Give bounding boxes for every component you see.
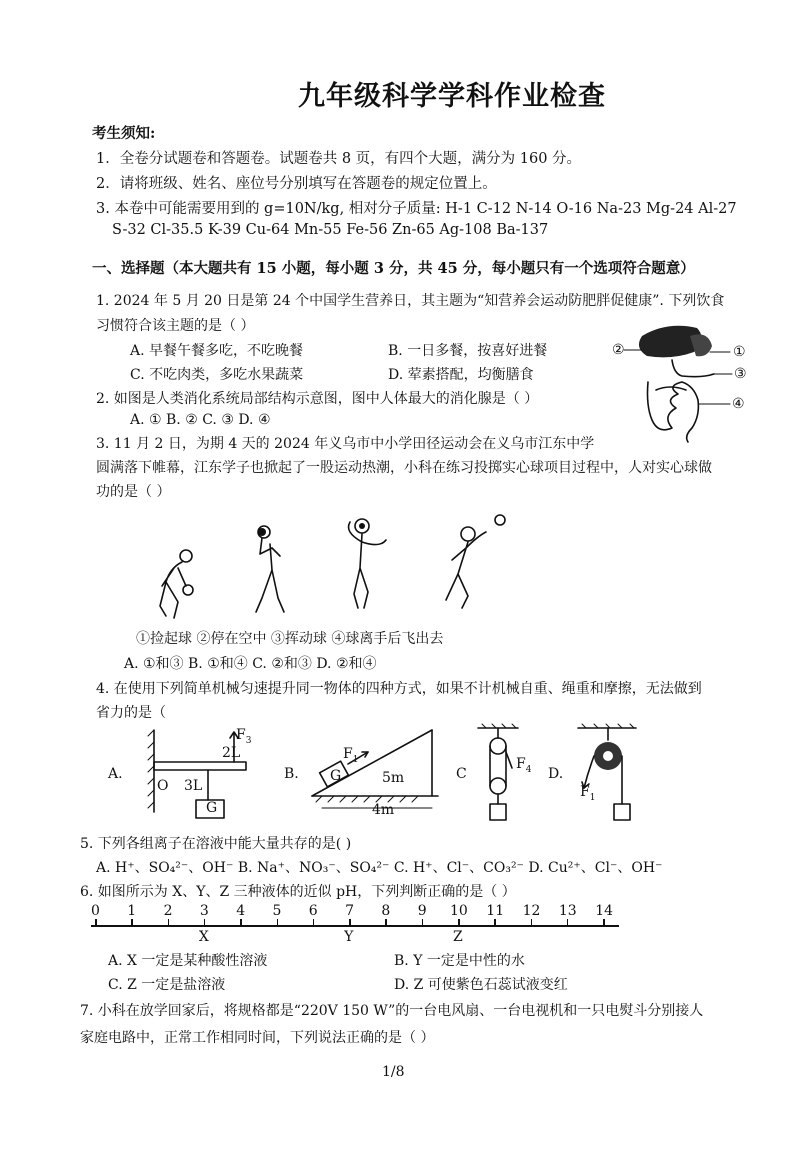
fig-label-4: ④ (732, 396, 745, 412)
ph-tick-label: 12 (522, 903, 541, 919)
ph-tick-mark (531, 919, 533, 925)
ph-tick-label: 2 (163, 903, 173, 919)
fig-label-2: ② (612, 342, 625, 358)
ph-tick-mark (131, 919, 133, 925)
fig-label-3: ③ (734, 366, 747, 382)
ph-tick-mark (603, 919, 605, 925)
fixed-pulley-force-label: $F_1$ (580, 784, 596, 803)
ph-tick-mark (567, 919, 569, 925)
incline-weight-label: G (330, 768, 342, 784)
q7-stem-line2: 家庭电路中，正常工作相同时间，下列说法正确的是（ ） (80, 1030, 435, 1046)
notice-heading: 考生须知: (92, 125, 156, 142)
ph-tick-mark (240, 919, 242, 925)
lever-force-label: $F_3$ (236, 727, 252, 746)
ph-tick-label: 8 (381, 903, 391, 919)
ph-marker-x: X (198, 929, 209, 945)
q4-label-a: A. (108, 766, 123, 782)
ph-tick-label: 4 (236, 903, 246, 919)
q5-options: A. H⁺、SO₄²⁻、OH⁻ B. Na⁺、NO₃⁻、SO₄²⁻ C. H⁺、Cl⁻、CO₃²⁻ D. Cu²⁺、Cl⁻、OH⁻ (96, 860, 663, 876)
ph-tick-mark (204, 919, 206, 925)
ph-tick-label: 5 (272, 903, 282, 919)
ph-tick-label: 3 (199, 903, 209, 919)
q3-captions: ①捡起球 ②停在空中 ③挥动球 ④球离手后飞出去 (136, 631, 444, 647)
fig-label-1: ① (733, 344, 746, 360)
ph-tick-mark (168, 919, 170, 925)
q2-stem: 2. 如图是人类消化系统局部结构示意图，图中人体最大的消化腺是（ ） (96, 391, 539, 407)
page-number: 1/8 (382, 1064, 405, 1080)
q6-stem: 6. 如图所示为 X、Y、Z 三种液体的近似 pH，下列判断正确的是（ ） (80, 884, 516, 900)
q3-stem-line2: 圆满落下帷幕，江东学子也掀起了一股运动热潮，小科在练习投掷实心球项目过程中，人对实心球做 (96, 460, 712, 476)
lever-3l-label: 3L (184, 778, 203, 794)
ph-tick-mark (385, 919, 387, 925)
ph-scale-line (91, 925, 619, 927)
q6-option-c: C. Z 一定是盐溶液 (108, 977, 226, 993)
ph-tick-label: 1 (127, 903, 137, 919)
q4-label-b: B. (284, 766, 299, 782)
ph-tick-label: 0 (91, 903, 100, 919)
q2-options: A. ① B. ② C. ③ D. ④ (130, 412, 271, 428)
ph-marker-z: Z (453, 929, 463, 945)
q4-stem-line2: 省力的是（ (96, 705, 166, 721)
q4-label-d: D. (548, 766, 564, 782)
q1-option-a: A. 早餐午餐多吃，不吃晚餐 (130, 343, 304, 359)
section-heading: 一、选择题（本大题共有 15 小题，每小题 3 分，共 45 分，每小题只有一个选项符合题意） (92, 260, 695, 277)
ph-tick-label: 6 (308, 903, 318, 919)
ph-tick-label: 14 (595, 903, 614, 919)
lever-weight-label: G (206, 800, 218, 816)
q1-stem-line1: 1. 2024 年 5 月 20 日是第 24 个中国学生营养日，其主题为“知营养会运动防肥胖促健康”. 下列饮食 (96, 293, 725, 309)
ph-marker-y: Y (344, 929, 354, 945)
ph-tick-label: 10 (450, 903, 468, 919)
incline-base-label: 4m (372, 802, 395, 818)
page-title: 九年级科学学科作业检查 (298, 81, 606, 112)
notice-item-4: S-32 Cl-35.5 K-39 Cu-64 Mn-55 Fe-56 Zn-65 Ag-108 Ba-137 (112, 222, 549, 238)
q1-option-b: B. 一日多餐，按喜好进餐 (388, 343, 548, 359)
notice-item-1: 1．全卷分试题卷和答题卷。试题卷共 8 页，有四个大题，满分为 160 分。 (96, 151, 582, 167)
ph-tick-mark (458, 919, 460, 925)
q1-stem-line2: 习惯符合该主题的是（ ） (96, 318, 255, 334)
notice-item-2: 2．请将班级、姓名、座位号分别填写在答题卷的规定位置上。 (96, 176, 497, 192)
q6-option-a: A. X 一定是某种酸性溶液 (108, 953, 268, 969)
ph-tick-mark (349, 919, 351, 925)
q4-label-c: C (456, 766, 467, 782)
q6-option-b: B. Y 一定是中性的水 (394, 953, 525, 969)
lever-pivot-label: O (157, 778, 169, 794)
ph-tick-mark (422, 919, 424, 925)
q3-stem-line3: 功的是（ ） (96, 484, 171, 500)
pulley-block-force-label: $F_4$ (516, 756, 532, 775)
lever-2l-label: 2L (222, 745, 241, 761)
q4-stem-line1: 4. 在使用下列简单机械匀速提升同一物体的四种方式，如果不计机械自重、绳重和摩擦，无法做到 (96, 681, 702, 697)
ph-tick-label: 7 (345, 903, 355, 919)
q5-stem: 5. 下列各组离子在溶液中能大量共存的是( ) (80, 836, 352, 852)
ph-tick-mark (277, 919, 279, 925)
notice-item-3: 3. 本卷中可能需要用到的 g=10N/kg, 相对分子质量: H-1 C-12 N-14 O-16 Na-23 Mg-24 Al-27 (96, 201, 737, 217)
q1-option-c: C. 不吃肉类，多吃水果蔬菜 (130, 367, 304, 383)
q7-stem-line1: 7. 小科在放学回家后，将规格都是“220V 150 W”的一台电风扇、一台电视机和一只电熨斗分别接人 (80, 1003, 704, 1019)
q3-options: A. ①和③ B. ①和④ C. ②和③ D. ②和④ (124, 656, 377, 672)
q1-option-d: D. 荤素搭配，均衡膳食 (388, 367, 534, 383)
q3-stem-line1: 3. 11 月 2 日，为期 4 天的 2024 年义乌市中小学田径运动会在义乌市江东中学 (96, 436, 595, 452)
ph-tick-mark (494, 919, 496, 925)
incline-force-label: $F_1$ (343, 746, 359, 765)
ph-tick-label: 9 (417, 903, 427, 919)
q6-option-d: D. Z 可使紫色石蕊试液变红 (394, 977, 568, 993)
incline-length-label: 5m (382, 770, 405, 786)
ph-tick-mark (313, 919, 315, 925)
ph-tick-mark (95, 919, 97, 925)
ph-tick-label: 11 (486, 903, 505, 919)
ph-tick-label: 13 (558, 903, 577, 919)
